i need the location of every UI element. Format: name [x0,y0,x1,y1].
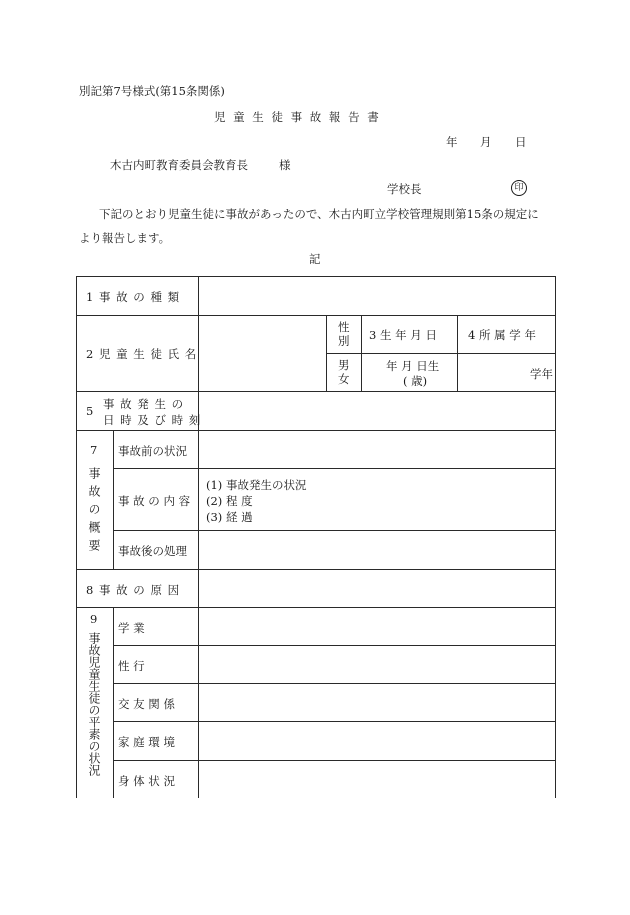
pre-accident-label: 事故前の状況 [118,444,187,458]
gender-options: 男 女 [338,358,350,386]
section-7-number: 7 [90,443,98,457]
gender-header: 性 別 [338,320,350,348]
friendship-label: 交 友 関 係 [118,697,175,711]
birthdate-value-line-2: ( 歳) [403,374,428,388]
accident-content-label: 事 故 の 内 容 [118,494,191,508]
section-9-number: 9 [90,612,98,626]
form-number: 別記第7号様式(第15条関係) [79,84,225,98]
grade-header: 4 所 属 学 年 [468,328,536,342]
section-9-title: 事故児童生徒の平素の状況 [87,632,101,776]
family-label: 家 庭 環 境 [118,735,175,749]
row-occurrence-number: 5 [86,404,94,418]
row-cause-label: 8 事 故 の 原 因 [86,583,181,597]
grade-value: 学年 [530,367,553,381]
row-student-name-label: 2 児 童 生 徒 氏 名 [86,347,198,361]
ki-heading: 記 [309,252,321,266]
health-label: 身 体 状 況 [118,774,175,788]
row-occurrence-label-1: 事 故 発 生 の [103,397,185,411]
seal-stamp: 印 [511,180,527,196]
accident-content-item-1: (1) 事故発生の状況 [206,478,307,492]
post-accident-label: 事故後の処理 [118,544,187,558]
sender-principal: 学校長 [387,182,422,196]
document-title: 児 童 生 徒 事 故 報 告 書 [214,110,381,124]
birthdate-header: 3 生 年 月 日 [369,328,437,342]
academic-label: 学 業 [118,621,145,635]
body-text-line-1: 下記のとおり児童生徒に事故があったので、木古内町立学校管理規則第15条の規定に [99,207,539,221]
accident-content-item-3: (3) 経 過 [206,510,253,524]
conduct-label: 性 行 [118,659,145,673]
row-occurrence-label-2: 日 時 及 び 時 刻 [103,413,202,427]
row-accident-type-label: 1 事 故 の 種 類 [86,290,181,304]
addressee: 木古内町教育委員会教育長 [110,158,248,172]
body-text-line-2: より報告します。 [79,231,171,245]
birthdate-value-line-1: 年 月 日生 [386,359,440,373]
date-year-label: 年 [446,135,458,149]
date-day-label: 日 [515,135,527,149]
section-7-title: 事故の概要 [87,467,101,557]
date-month-label: 月 [480,135,492,149]
accident-content-item-2: (2) 程 度 [206,494,253,508]
honorific: 様 [279,158,291,172]
